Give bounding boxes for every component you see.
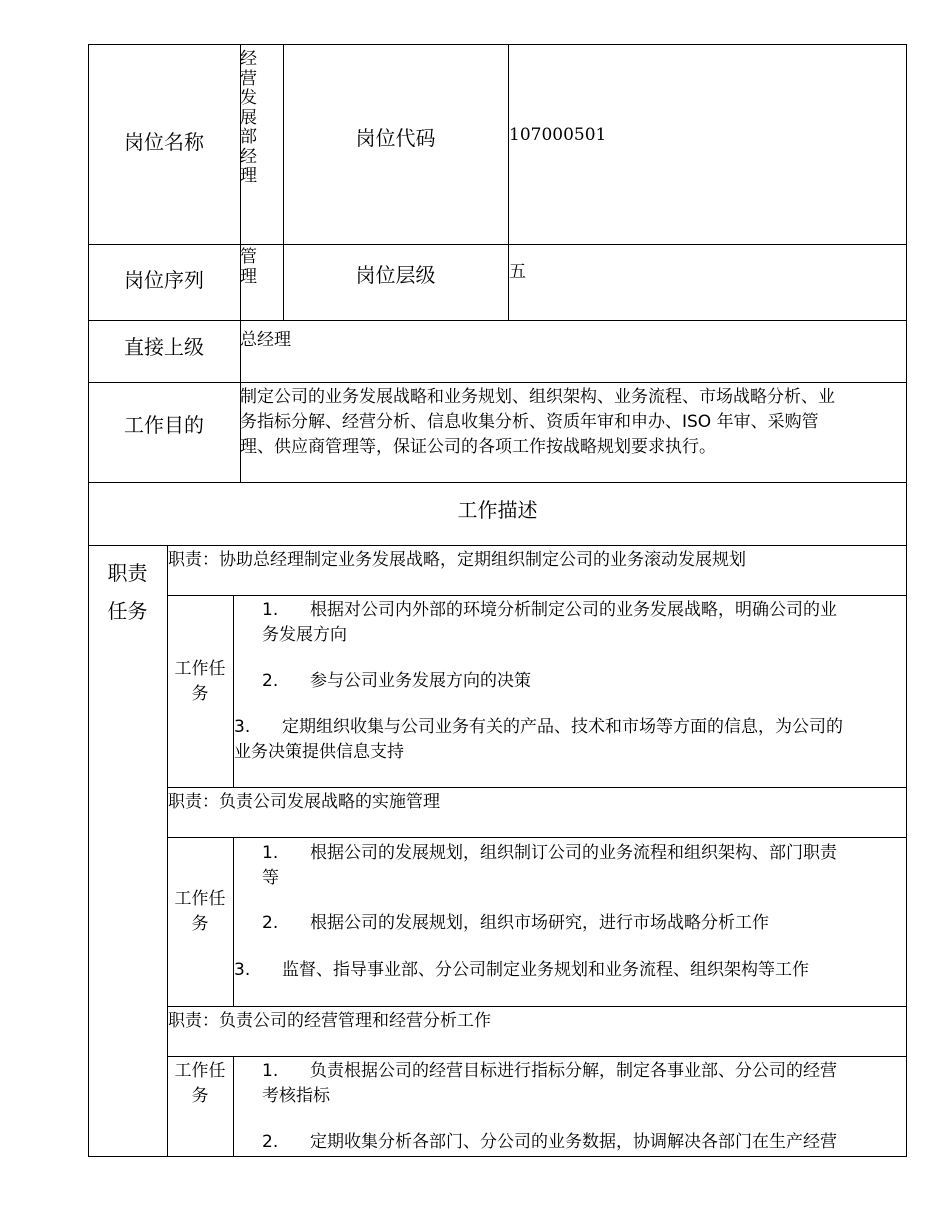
position-sequence-value: 管理 <box>240 247 257 287</box>
position-name-value: 经营发展部经理 <box>240 49 257 186</box>
purpose-line: 理、供应商管理等，保证公司的各项工作按战略规划要求执行。 <box>240 437 716 457</box>
duty-title: 职责：负责公司发展战略的实施管理 <box>168 792 440 812</box>
task-label: 工作任 <box>174 1061 226 1081</box>
task-item: 2. 参与公司业务发展方向的决策 <box>262 671 531 691</box>
superior-value: 总经理 <box>240 330 291 350</box>
position-level-value: 五 <box>509 262 526 282</box>
task-label: 务 <box>191 684 209 704</box>
task-item: 1. 根据公司的发展规划，组织制订公司的业务流程和组织架构、部门职责 <box>262 843 837 863</box>
superior-label: 直接上级 <box>124 335 204 359</box>
task-item: 3. 监督、指导事业部、分公司制定业务规划和业务流程、组织架构等工作 <box>234 960 809 980</box>
task-item-cont: 等 <box>262 868 279 888</box>
task-label: 务 <box>191 1086 209 1106</box>
duty-title: 职责：负责公司的经营管理和经营分析工作 <box>168 1011 491 1031</box>
task-item-cont: 务发展方向 <box>262 625 347 645</box>
task-item: 2. 定期收集分析各部门、分公司的业务数据，协调解决各部门在生产经营 <box>262 1132 837 1152</box>
task-label: 工作任 <box>174 659 226 679</box>
work-description-title: 工作描述 <box>457 498 538 522</box>
task-item-cont: 业务决策提供信息支持 <box>234 742 404 762</box>
task-item: 2. 根据公司的发展规划，组织市场研究，进行市场战略分析工作 <box>262 913 769 933</box>
duties-label: 职责 <box>107 561 148 585</box>
purpose-label: 工作目的 <box>124 413 204 437</box>
purpose-line: 务指标分解、经营分析、信息收集分析、资质年审和申办、ISO 年审、采购管 <box>240 412 819 432</box>
duties-label: 任务 <box>107 599 148 623</box>
task-item: 1. 负责根据公司的经营目标进行指标分解，制定各事业部、分公司的经营 <box>262 1061 837 1081</box>
position-code-value: 107000501 <box>509 125 607 145</box>
position-name-label: 岗位名称 <box>124 130 204 154</box>
task-item-cont: 考核指标 <box>262 1086 330 1106</box>
position-code-label: 岗位代码 <box>355 126 436 150</box>
task-item: 1. 根据对公司内外部的环境分析制定公司的业务发展战略，明确公司的业 <box>262 600 837 620</box>
task-label: 务 <box>191 914 209 934</box>
position-sequence-label: 岗位序列 <box>124 268 204 292</box>
purpose-line: 制定公司的业务发展战略和业务规划、组织架构、业务流程、市场战略分析、业 <box>240 387 835 407</box>
position-level-label: 岗位层级 <box>355 263 436 287</box>
task-label: 工作任 <box>174 889 226 909</box>
duty-title: 职责：协助总经理制定业务发展战略，定期组织制定公司的业务滚动发展规划 <box>168 550 746 570</box>
task-item: 3. 定期组织收集与公司业务有关的产品、技术和市场等方面的信息，为公司的 <box>234 717 843 737</box>
